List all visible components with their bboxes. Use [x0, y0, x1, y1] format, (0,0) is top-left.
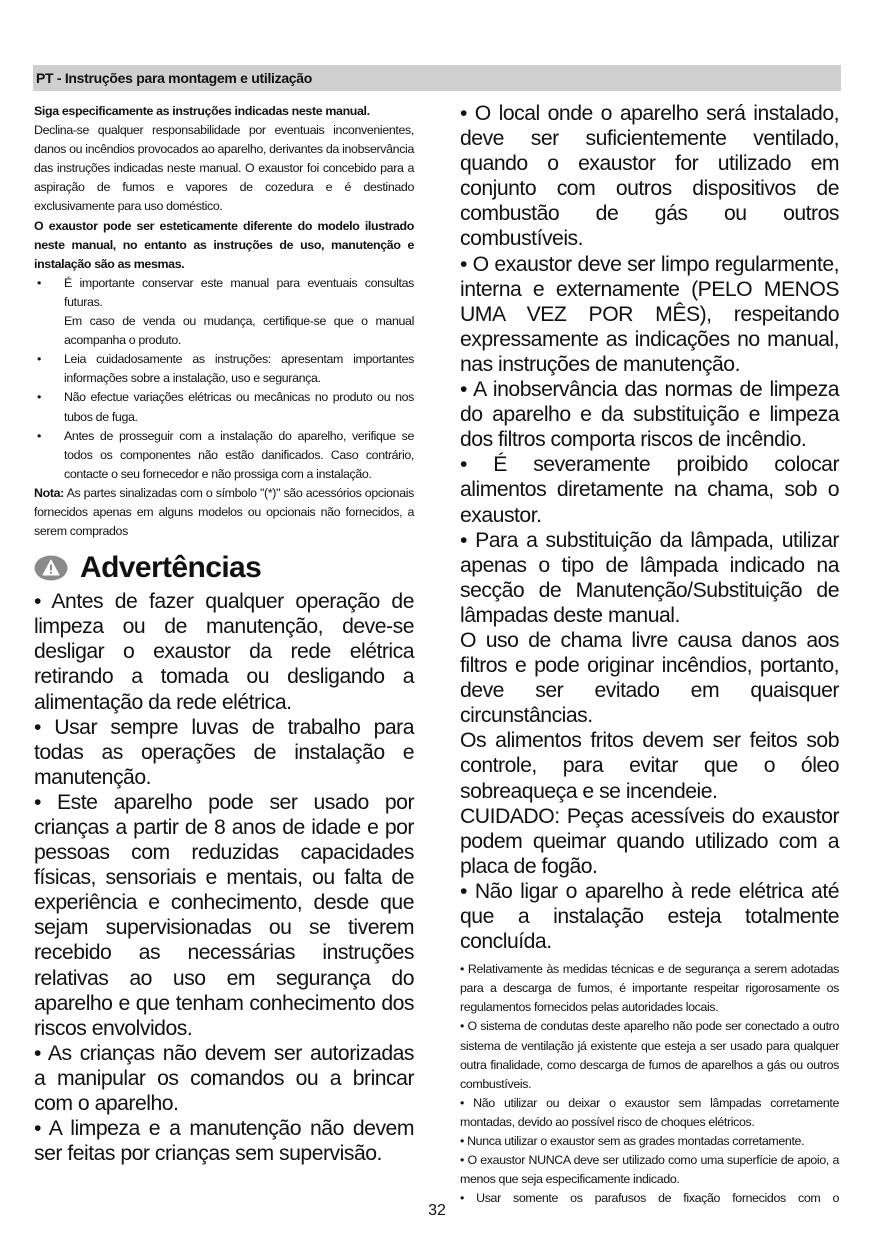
- warning-paragraph: • Este aparelho pode ser usado por crianças a partir de 8 anos de idade e por pessoas com reduzidas capacidades físicas, sensoriais e mentais, ou falta de experiência e conhecimento, desde que sejam supervisionadas ou se tiverem recebido as necessárias instruções relativas ao uso em segurança do aparelho e que tenham conhecimento dos riscos envolvidos.: [34, 790, 414, 1040]
- warnings-title: Advertências: [80, 551, 262, 585]
- list-item: [34, 274, 414, 350]
- warning-paragraph: • É severamente proibido colocar alimentos diretamente na chama, sob o exaustor.: [460, 453, 839, 527]
- small-warning: • Nunca utilizar o exaustor sem as grades montadas corretamente.: [460, 1134, 805, 1149]
- small-warning: • Usar somente os parafusos de fixação fornecidos com o: [460, 1191, 839, 1206]
- warning-paragraph: • As crianças não devem ser autorizadas a manipular os comandos ou a brincar com o aparelho.: [34, 1041, 414, 1116]
- note-text: As partes sinalizadas com o símbolo "(*)" são acessórios opcionais fornecidos apenas em alguns modelos ou opcionais não fornecidos, a serem comprados: [34, 485, 414, 539]
- warning-paragraph: • Não ligar o aparelho à rede elétrica até que a instalação esteja totalmente concluída.: [460, 879, 839, 954]
- model-note: [34, 217, 414, 274]
- list-item-text: É importante conservar este manual para eventuais consultas futuras.: [64, 275, 414, 309]
- small-warning: • O sistema de condutas deste aparelho não pode ser conectado a outro sistema de ventilação já existente que esteja a ser usado para qualquer outra finalidade, como descarga de fumos de aparelhos a gás ou outros combustíveis.: [460, 1019, 839, 1091]
- small-warning: • Relativamente às medidas técnicas e de segurança a serem adotadas para a descarga de fumos, é importante respeitar rigorosamente os regulamentos fornecidos pelas autoridades locais.: [460, 962, 839, 1015]
- right-column: [460, 101, 839, 1208]
- warning-paragraph: • O exaustor deve ser limpo regularmente, interna e externamente (PELO MENOS UMA VEZ POR MÊS), respeitando expressamente as indicações no manual, nas instruções de manutenção.: [460, 252, 839, 376]
- model-note-bold: O exaustor pode ser esteticamente diferente do modelo ilustrado neste manual, no entanto as instruções de uso, manutenção e instalação são as mesmas.: [34, 218, 414, 271]
- bullet-dot: •: [37, 428, 41, 443]
- left-column: [34, 102, 414, 1166]
- list-item-text: Não efectue variações elétricas ou mecânicas no produto ou nos tubos de fuga.: [64, 390, 414, 424]
- warning-paragraph: O uso de chama livre causa danos aos filtros e pode originar incêndios, portanto, deve ser evitado em quaisquer circunstâncias.: [460, 628, 839, 728]
- warning-paragraph: • Para a substituição da lâmpada, utilizar apenas o tipo de lâmpada indicado na secção de Manutenção/Substituição de lâmpadas deste manual.: [460, 528, 839, 627]
- warning-paragraph: CUIDADO: Peças acessíveis do exaustor podem queimar quando utilizado com a placa de fogão.: [460, 804, 839, 878]
- note-label: Nota:: [34, 485, 64, 500]
- bullet-dot: •: [37, 390, 41, 405]
- bullet-dot: •: [37, 275, 41, 290]
- list-item: [34, 388, 414, 426]
- warning-paragraph: • A inobservância das normas de limpeza do aparelho e da substituição e limpeza dos filtros comporta riscos de incêndio.: [460, 378, 839, 452]
- note-paragraph: [34, 484, 414, 541]
- warnings-heading: [34, 549, 414, 587]
- warning-paragraph: • A limpeza e a manutenção não devem ser feitas por crianças sem supervisão.: [34, 1117, 414, 1166]
- intro-bullets: [34, 274, 414, 484]
- list-item: [34, 350, 414, 388]
- intro-paragraph: [34, 102, 414, 217]
- intro-bold: Siga especificamente as instruções indicadas neste manual.: [34, 104, 370, 118]
- small-warning: • O exaustor NUNCA deve ser utilizado como uma superfície de apoio, a menos que seja especificamente indicado.: [460, 1153, 839, 1187]
- warning-triangle-icon: [34, 555, 68, 581]
- warning-paragraph: • O local onde o aparelho será instalado, deve ser suficientemente ventilado, quando o exaustor for utilizado em conjunto com outros dispositivos de combustão de gás ou outros combustíveis.: [460, 102, 839, 251]
- warning-paragraph: • Usar sempre luvas de trabalho para todas as operações de instalação e manutenção.: [34, 715, 414, 789]
- warning-paragraph: Os alimentos fritos devem ser feitos sob controle, para evitar que o óleo sobreaqueça e se incendeie.: [460, 729, 839, 803]
- page-number: 32: [428, 1202, 446, 1219]
- list-item-text: Antes de prosseguir com a instalação do aparelho, verifique se todos os componentes não estão danificados. Caso contrário, contacte o seu fornecedor e não prossiga com a instalação.: [64, 428, 414, 481]
- section-header: PT - Instruções para montagem e utilização: [33, 65, 841, 91]
- list-item-text-2: Em caso de venda ou mudança, certifique-se que o manual acompanha o produto.: [64, 314, 414, 348]
- bullet-dot: •: [37, 352, 41, 367]
- list-item: [34, 427, 414, 484]
- warning-paragraph: • Antes de fazer qualquer operação de limpeza ou de manutenção, deve-se desligar o exaustor da rede elétrica retirando a tomada ou desligando a alimentação da rede elétrica.: [34, 590, 414, 714]
- list-item-text: Leia cuidadosamente as instruções: apresentam importantes informações sobre a instalação, uso e segurança.: [64, 352, 414, 386]
- small-warning: • Não utilizar ou deixar o exaustor sem lâmpadas corretamente montadas, devido ao possível risco de choques elétricos.: [460, 1095, 839, 1129]
- intro-text: Declina-se qualquer responsabilidade por eventuais inconvenientes, danos ou incêndios provocados ao aparelho, derivantes da inobservância das instruções indicadas neste manual. O exaustor foi concebido para a aspiração de fumos e vapores de cozedura e é destinado exclusivamente para uso doméstico.: [34, 123, 414, 214]
